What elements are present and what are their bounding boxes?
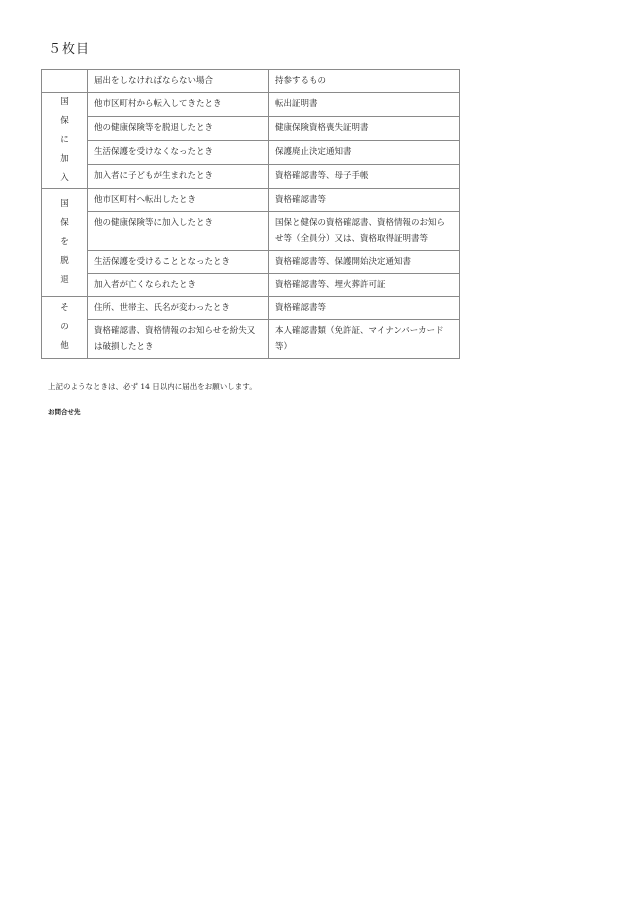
items-cell: 国保と健保の資格確認書、資格情報のお知らせ等（全員分）又は、資格取得証明書等 [269,212,460,251]
situation-cell: 住所、世帯主、氏名が変わったとき [88,297,269,320]
items-cell: 資格確認書等 [269,297,460,320]
category-withdraw: 国保を脱退 [42,189,88,297]
contact-heading: お問合せ先 [48,408,81,416]
page-heading: ５枚目 [48,42,91,57]
table-header-row [42,70,460,93]
category-other: その他 [42,297,88,359]
situation-cell: 生活保護を受けなくなったとき [88,141,269,165]
table-row [42,141,460,165]
items-cell: 健康保険資格喪失証明書 [269,117,460,141]
situation-cell: 資格確認書、資格情報のお知らせを紛失又は破損したとき [88,320,269,359]
items-cell: 保護廃止決定通知書 [269,141,460,165]
table-row [42,251,460,274]
items-cell: 資格確認書等、埋火葬許可証 [269,274,460,297]
header-items: 持参するもの [269,70,460,93]
table-row [42,274,460,297]
header-blank-cell [42,70,88,93]
table-row [42,189,460,212]
situation-cell: 加入者に子どもが生まれたとき [88,165,269,189]
deadline-note: 上記のようなときは、必ず 14 日以内に届出をお願いします。 [48,382,257,391]
category-join: 国保に加入 [42,93,88,189]
situation-cell: 生活保護を受けることとなったとき [88,251,269,274]
situation-cell: 他市区町村から転入してきたとき [88,93,269,117]
items-cell: 本人確認書類（免許証、マイナンバーカード等） [269,320,460,359]
table-row [42,297,460,320]
situation-cell: 他市区町村へ転出したとき [88,189,269,212]
table-row [42,212,460,251]
situation-cell: 他の健康保険等に加入したとき [88,212,269,251]
procedures-table [41,69,460,359]
items-cell: 資格確認書等、母子手帳 [269,165,460,189]
table-row [42,165,460,189]
table-row [42,117,460,141]
header-situation: 届出をしなければならない場合 [88,70,269,93]
situation-cell: 加入者が亡くなられたとき [88,274,269,297]
items-cell: 転出証明書 [269,93,460,117]
items-cell: 資格確認書等 [269,189,460,212]
situation-cell: 他の健康保険等を脱退したとき [88,117,269,141]
table-row [42,93,460,117]
table-row [42,320,460,359]
items-cell: 資格確認書等、保護開始決定通知書 [269,251,460,274]
